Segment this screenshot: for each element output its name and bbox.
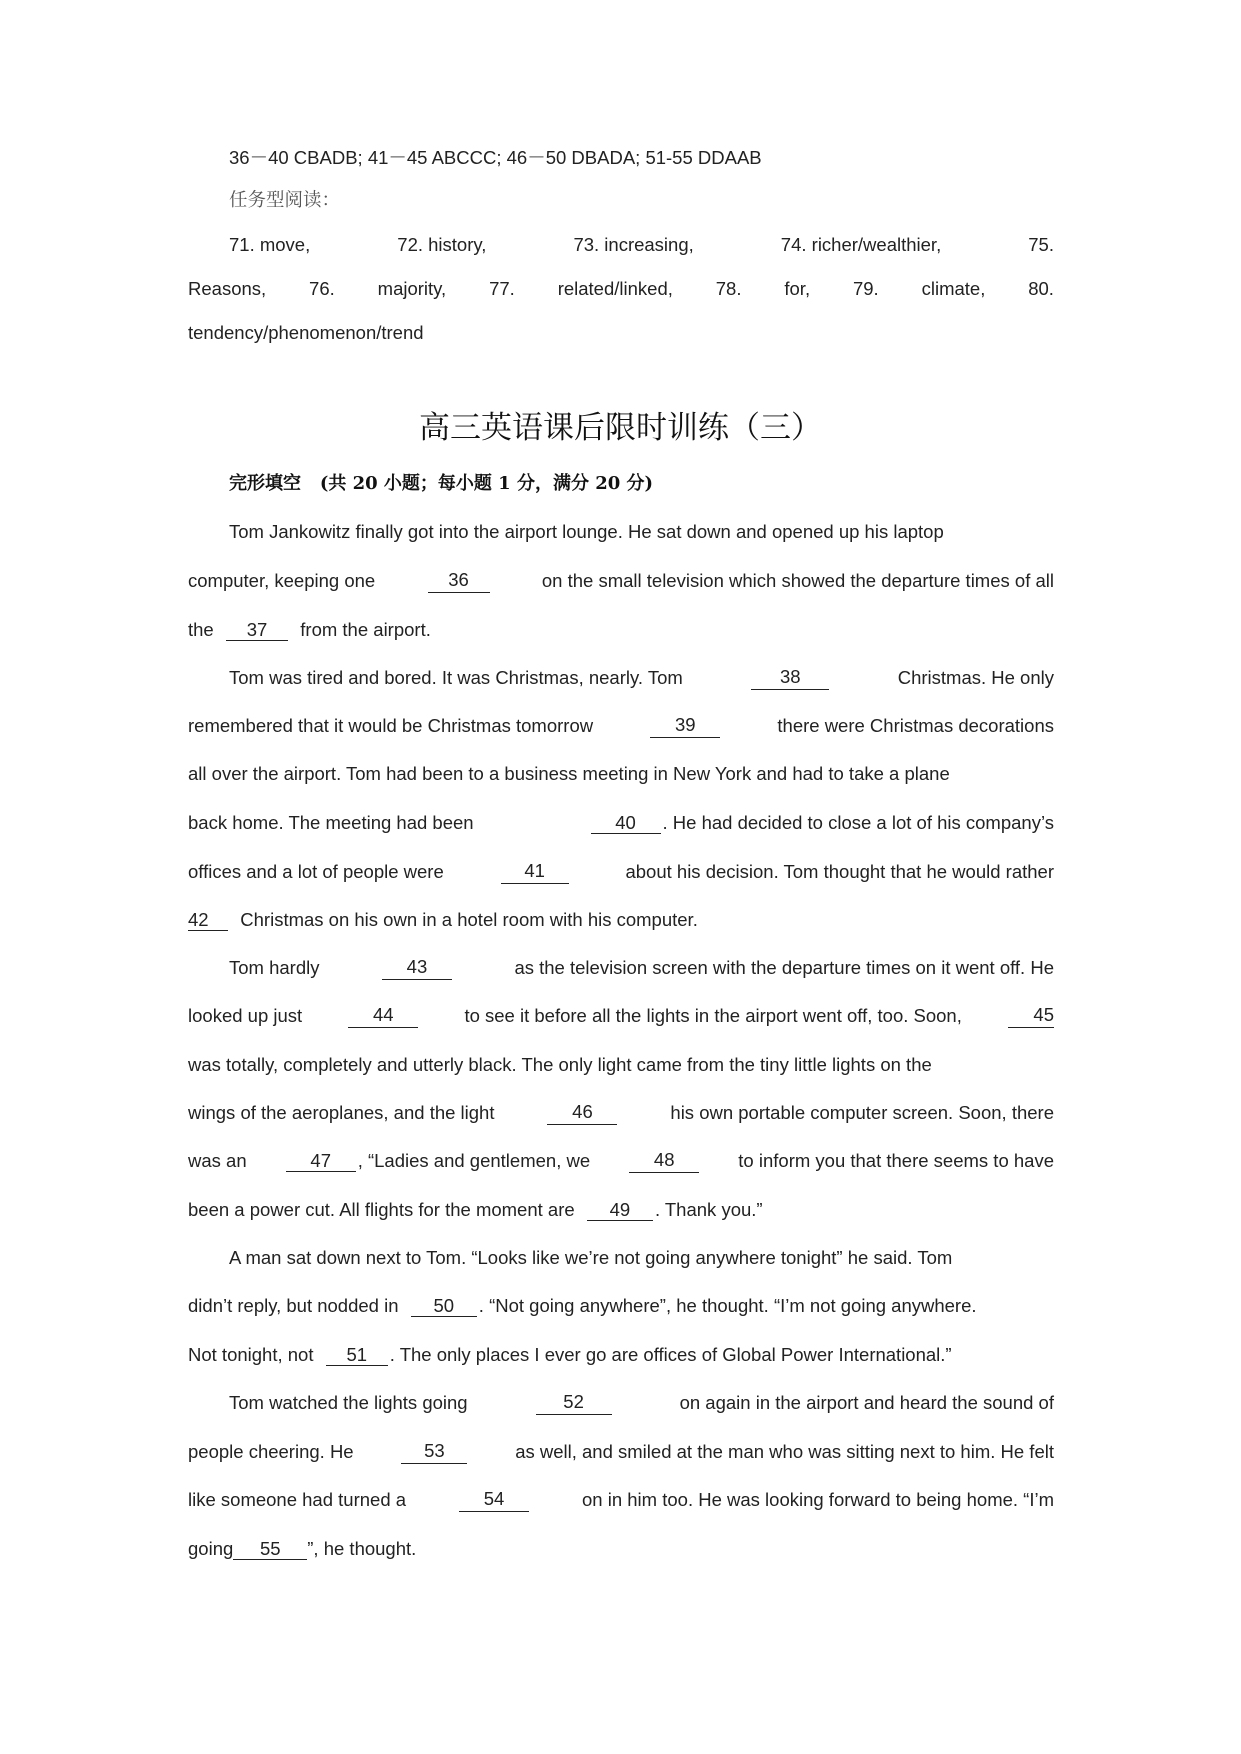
passage-line xyxy=(188,1488,1054,1512)
section-label: 完形填空 xyxy=(229,473,301,494)
blank-36: 36 xyxy=(428,569,490,593)
line-text: the xyxy=(188,619,214,640)
answer-row-3: tendency/phenomenon/trend xyxy=(188,322,424,343)
line-text: computer, keeping one xyxy=(188,570,376,591)
line-text: on in him too. He was looking forward to being home. “I’m xyxy=(582,1489,1054,1510)
line-text: Christmas. He only xyxy=(897,667,1054,688)
line-text: was totally, completely and utterly black. The only light came from the tiny little lights on the xyxy=(188,1054,932,1075)
blank-52: 52 xyxy=(536,1391,612,1415)
line-text: going xyxy=(188,1538,234,1559)
line-text: didn’t reply, but nodded in xyxy=(188,1295,399,1316)
line-text: like someone had turned a xyxy=(188,1489,407,1510)
line-text: back home. The meeting had been xyxy=(188,812,474,833)
answer-item: majority, xyxy=(377,278,447,299)
blank-50: 50 xyxy=(411,1295,477,1317)
line-text: all over the airport. Tom had been to a business meeting in New York and had to take a plane xyxy=(188,763,950,784)
blank-46: 46 xyxy=(547,1101,617,1125)
line-text: . He had decided to close a lot of his company’s xyxy=(662,812,1054,833)
passage-line xyxy=(229,1246,1054,1270)
line-text: Tom watched the lights going xyxy=(229,1392,468,1413)
answer-item: 78. xyxy=(715,278,742,299)
passage-line xyxy=(188,1101,1054,1125)
answer-item: 79. xyxy=(852,278,879,299)
answer-item: 75. xyxy=(1028,234,1054,255)
passage-line xyxy=(188,1343,952,1367)
answer-item: 77. xyxy=(489,278,515,299)
answer-item: Reasons, xyxy=(188,278,267,299)
passage-line xyxy=(188,1440,1054,1464)
line-text: . “Not going anywhere”, he thought. “I’m not going anywhere. xyxy=(478,1295,977,1316)
answer-key-line: 36－40 CBADB; 41－45 ABCCC; 46－50 DBADA; 51-55 DDAAB xyxy=(229,147,762,168)
passage-line xyxy=(188,908,698,932)
passage-line xyxy=(229,666,1054,690)
passage-line xyxy=(229,956,1054,980)
blank-55: 55 xyxy=(233,1538,307,1560)
blank-49: 49 xyxy=(587,1199,653,1221)
page-title: 高三英语课后限时训练（三） xyxy=(419,410,822,446)
blank-43: 43 xyxy=(382,956,452,980)
line-text: remembered that it would be Christmas tomorrow xyxy=(188,715,594,736)
line-text: . The only places I ever go are offices of Global Power International.” xyxy=(389,1344,952,1365)
line-text: was an xyxy=(188,1150,247,1171)
line-text: as well, and smiled at the man who was sitting next to him. He felt xyxy=(515,1441,1054,1462)
line-text: from the airport. xyxy=(300,619,431,640)
task-reading-label: 任务型阅读： xyxy=(229,190,341,211)
line-text: , “Ladies and gentlemen, we xyxy=(357,1150,591,1171)
passage-line xyxy=(188,569,1054,593)
blank-37: 37 xyxy=(226,619,288,641)
line-text: there were Christmas decorations xyxy=(777,715,1054,736)
passage-line xyxy=(188,811,1054,835)
line-text: Tom hardly xyxy=(229,957,320,978)
answer-item: 71. move, xyxy=(229,234,311,255)
blank-54: 54 xyxy=(459,1488,529,1512)
answer-item: related/linked, xyxy=(557,278,673,299)
line-text: about his decision. Tom thought that he would rather xyxy=(625,861,1054,882)
line-text: as the television screen with the departure times on it went off. He xyxy=(514,957,1054,978)
blank-53: 53 xyxy=(401,1440,467,1464)
passage-line xyxy=(188,714,1054,738)
line-text: his own portable computer screen. Soon, there xyxy=(670,1102,1054,1123)
line-text: Tom was tired and bored. It was Christmas, nearly. Tom xyxy=(229,667,683,688)
blank-38: 38 xyxy=(751,666,829,690)
line-text: on the small television which showed the departure times of all xyxy=(541,570,1054,591)
blank-41: 41 xyxy=(501,860,569,884)
line-text: looked up just xyxy=(188,1005,303,1026)
line-text: to inform you that there seems to have xyxy=(738,1150,1054,1171)
blank-45: 45 xyxy=(1008,1004,1054,1028)
passage-line xyxy=(188,1053,1054,1077)
blank-39: 39 xyxy=(650,714,720,738)
line-text: Christmas on his own in a hotel room with his computer. xyxy=(240,909,698,930)
answer-item: for, xyxy=(784,278,811,299)
passage-line xyxy=(188,1198,763,1222)
section-info: (共 20 小题；每小题 1 分，满分 20 分) xyxy=(319,473,654,494)
line-text: been a power cut. All flights for the moment are xyxy=(188,1199,575,1220)
passage-line xyxy=(188,1149,1054,1173)
passage-line xyxy=(188,1294,977,1318)
passage-line xyxy=(188,618,431,642)
answer-item: 80. xyxy=(1028,278,1054,299)
passage-line xyxy=(229,1391,1054,1415)
blank-47: 47 xyxy=(286,1150,356,1172)
passage-line xyxy=(188,1004,1054,1028)
line-text: Not tonight, not xyxy=(188,1344,314,1365)
section-heading xyxy=(229,472,653,496)
passage-line xyxy=(188,762,1054,786)
blank-42: 42 xyxy=(188,909,228,931)
blank-40: 40 xyxy=(591,812,661,834)
line-text: . Thank you.” xyxy=(654,1199,763,1220)
answer-item: 74. richer/wealthier, xyxy=(780,234,942,255)
answer-item: 76. xyxy=(309,278,335,299)
blank-48: 48 xyxy=(629,1149,699,1173)
passage-line xyxy=(188,1537,416,1561)
line-text: A man sat down next to Tom. “Looks like we’re not going anywhere tonight” he said. Tom xyxy=(229,1247,953,1268)
passage-line xyxy=(188,860,1054,884)
line-text: people cheering. He xyxy=(188,1441,354,1462)
answer-item: 73. increasing, xyxy=(573,234,694,255)
line-text: Tom Jankowitz finally got into the airport lounge. He sat down and opened up his laptop xyxy=(229,521,944,542)
line-text: wings of the aeroplanes, and the light xyxy=(188,1102,495,1123)
answer-row-2 xyxy=(188,277,1054,301)
blank-51: 51 xyxy=(326,1344,388,1366)
line-text: on again in the airport and heard the sound of xyxy=(679,1392,1054,1413)
line-text: ”, he thought. xyxy=(307,1538,417,1559)
line-text: offices and a lot of people were xyxy=(188,861,444,882)
answer-item: 72. history, xyxy=(397,234,487,255)
answer-row-1 xyxy=(229,233,1054,257)
line-text: to see it before all the lights in the airport went off, too. Soon, xyxy=(464,1005,962,1026)
answer-item: climate, xyxy=(921,278,986,299)
blank-44: 44 xyxy=(348,1004,418,1028)
passage-line xyxy=(229,520,1054,544)
